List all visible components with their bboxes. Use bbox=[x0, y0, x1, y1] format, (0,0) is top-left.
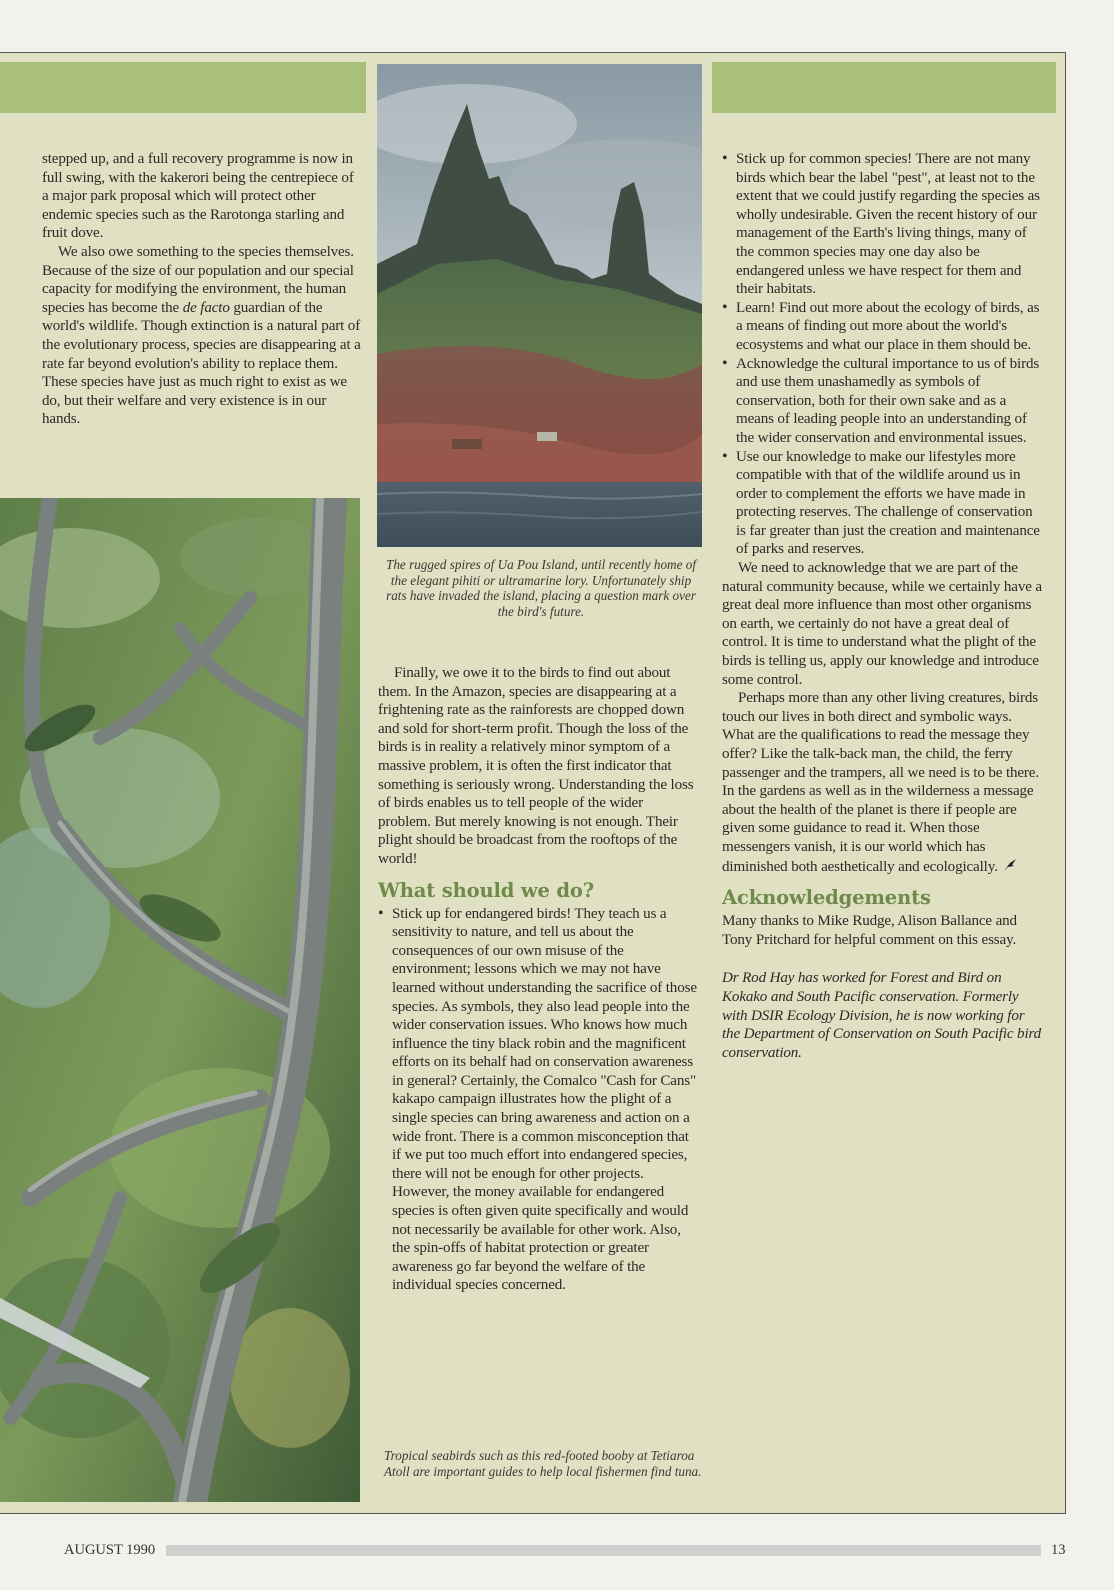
issue-date: AUGUST 1990 bbox=[64, 1542, 156, 1558]
bullet-item: • Stick up for endangered birds! They teach us a sensitivity to nature, and tell us about the consequences of our own misuse of the environment; lessons which we may not have learned without understanding the sacrifice of those species. As symbols, they also lead people into the wider conservation issues. Who knows how much influence the tiny black robin and the magnificent efforts on its behalf had on conservation awareness in general? Certainly, the Comalco "Cash for Cans" kakapo campaign illustrates how the plight of a single species can bring awareness and action on a wide front. There is a common misconception that if we put too much effort into endangered species, there will not be enough for other projects. However, the money available for endangered species is often given quite specifically and would not necessarily be available for other work. Also, the spin-offs of habitat protection or greater awareness go far beyond the welfare of the individual species concerned. bbox=[378, 905, 698, 1295]
footer-rule bbox=[166, 1545, 1041, 1556]
bullet-item: • Stick up for common species! There are not many birds which bear the label "pest", at least not to the extent that we could justify regarding the species as wholly undesirable. Given the recent history of our management of the Earth's living things, many of the common species may one day also be endangered unless we have respect for them and their habitats. bbox=[722, 150, 1042, 299]
text-run: We also owe something to the species themselves. Because of the size of our population and our special capacity for modifying the environment, the human species has become the bbox=[42, 243, 354, 316]
author-bio: Dr Rod Hay has worked for Forest and Bird on Kokako and South Pacific conservation. Formerly with DSIR Ecology Division, he is now working for the Department of Conservation on South Pacific bird conservation. bbox=[722, 970, 1042, 1061]
section-heading: What should we do? bbox=[378, 878, 595, 902]
ua-pou-island-photo bbox=[377, 64, 702, 547]
bullet-list bbox=[722, 150, 1042, 559]
booby-caption: Tropical seabirds such as this red-footed booby at Tetiaroa Atoll are important guides to help local fishermen find tuna. bbox=[384, 1448, 702, 1479]
page-number: 13 bbox=[1051, 1542, 1066, 1558]
right-column bbox=[722, 150, 1042, 1062]
emphasis: de facto bbox=[182, 299, 230, 316]
bullet-item: • Learn! Find out more about the ecology of birds, as a means of finding out more about the world's ecosystems and what our place in them should be. bbox=[722, 299, 1042, 355]
text-run: guardian of the world's wildlife. Though extinction is a natural part of the evolutionary process, species are disappearing at a rate far beyond evolution's ability to replace them. These species have just as much right to exist as we do, but their welfare and very existence is in our hands. bbox=[42, 299, 361, 428]
paragraph bbox=[42, 243, 362, 429]
acknowledgements-text: Many thanks to Mike Rudge, Alison Ballance and Tony Pritchard for helpful comment on this essay. bbox=[722, 913, 1017, 948]
left-column bbox=[42, 150, 362, 429]
bullet-item: • Acknowledge the cultural importance to us of birds and use them unashamedly as symbols of conservation, both for their own sake and as a means of leading people into an understanding of the wider conservation and environmental issues. bbox=[722, 355, 1042, 448]
red-footed-booby-photo bbox=[0, 498, 360, 1502]
bullet-item: • Use our knowledge to make our lifestyles more compatible with that of the wildlife around us in order to complement the efforts we have made in protecting reserves. The challenge of conservation is far greater than just the creation and maintenance of parks and reserves. bbox=[722, 448, 1042, 560]
text-run: Perhaps more than any other living creatures, birds touch our lives in both direct and symbolic ways. What are the qualifications to read the message they offer? Like the talk-back man, the child, the ferry passenger and the trampers, all we need is to be there. In the gardens as well as in the wilderness a message about the health of the planet is there if people are given some guidance to read it. When those messengers vanish, it is our world which has diminished both aesthetically and ecologically. bbox=[722, 690, 1039, 875]
middle-column bbox=[378, 664, 698, 1295]
acknowledgements-heading: Acknowledgements bbox=[722, 886, 931, 910]
paragraph: Finally, we owe it to the birds to find out about them. In the Amazon, species are disappearing at a frightening rate as the rainforests are chopped down and sold for short-term profit. Though the loss of the birds is in reality a relatively minor symptom of a massive problem, it is often the first indicator that something is seriously wrong. Understanding the loss of birds enables us to tell people of the wider problem. But merely knowing is not enough. Their plight should be broadcast from the rooftops of the world! bbox=[378, 665, 694, 867]
header-bar-right bbox=[712, 62, 1056, 113]
paragraph bbox=[722, 689, 1042, 876]
ua-pou-caption: The rugged spires of Ua Pou Island, until recently home of the elegant pihiti or ultramarine lory. Unfortunately ship rats have invaded the island, placing a question mark over the bird's future. bbox=[386, 557, 696, 619]
page-footer bbox=[64, 1542, 1064, 1564]
paragraph: We need to acknowledge that we are part of the natural community because, while we certainly have a great deal more influence than most other organisms on earth, we certainly do not have a great deal of control. It is time to understand what the plight of the birds is telling us, apply our knowledge and introduce some control. bbox=[722, 560, 1042, 688]
header-bar-left bbox=[0, 62, 366, 113]
bullet-list bbox=[378, 905, 698, 1295]
bird-end-mark-icon bbox=[1002, 857, 1018, 873]
paragraph: stepped up, and a full recovery programme is now in full swing, with the kakerori being the centrepiece of a major park proposal which will protect other endemic species such as the Rarotonga starling and fruit dove. bbox=[42, 151, 354, 242]
